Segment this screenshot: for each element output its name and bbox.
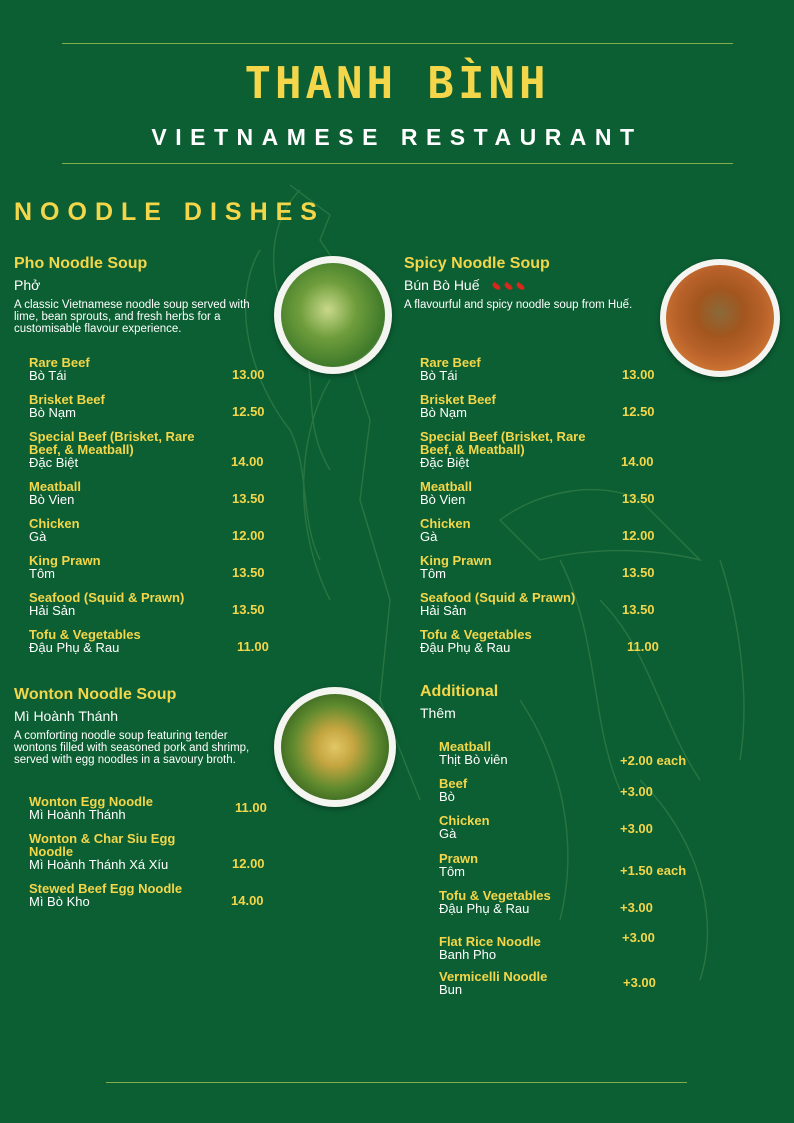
spicy-item-name: Tofu & Vegetables [420,627,532,642]
additional-title: Additional [420,683,499,700]
pho-item-price: 12.00 [232,528,265,543]
spicy-item-price: 13.00 [622,367,655,382]
pho-item-price: 12.50 [232,404,265,419]
spicy-title: Spicy Noodle Soup [404,255,550,272]
additional-item-price: +3.00 [620,900,653,915]
wonton-viet: Mì Hoành Thánh [14,708,119,724]
additional-item-name: Beef [439,776,468,791]
spicy-item-viet: Gà [420,529,438,544]
spicy-item-name: Seafood (Squid & Prawn) [420,590,576,605]
pho-item-viet: Bò Nạm [29,405,76,420]
spicy-item-viet: Bò Nạm [420,405,467,420]
restaurant-name: THANH BÌNH [244,58,550,109]
spicy-item-viet: Tôm [420,566,446,581]
header-rule [62,163,733,164]
pho-item-name: Rare Beef [29,355,90,370]
spicy-description: A flavourful and spicy noodle soup from Huế. [404,299,633,311]
spicy-item-viet: Bò Vien [420,492,466,507]
spicy-item-name: Chicken [420,516,471,531]
pho-item-price: 13.50 [232,565,265,580]
pho-item-price: 13.00 [232,367,265,382]
additional-item-name: Prawn [439,851,479,866]
additional-item-viet: Banh Pho [439,947,497,962]
pho-item-name: Brisket Beef [29,392,105,407]
spicy-item-viet: Hải Sản [420,603,467,618]
additional-item-price: +3.00 [620,821,653,836]
additional-item-viet: Tôm [439,864,465,879]
additional-item-viet: Bò [439,789,455,804]
pho-item-viet: Tôm [29,566,55,581]
spicy-bowl-image [660,259,780,377]
additional-item-name: Meatball [439,739,492,754]
section-title: NOODLE DISHES [14,198,325,226]
spicy-item-viet: Đặc Biệt [420,455,470,470]
additional-item-price: +3.00 [622,930,655,945]
spicy-item-name: Brisket Beef [420,392,496,407]
spicy-item-price: 12.50 [622,404,655,419]
spicy-item-price: 11.00 [627,639,659,654]
top-rule [62,43,733,44]
spicy-item-price: 13.50 [622,491,655,506]
pho-item-viet: Bò Tái [29,368,67,383]
spicy-item-price: 13.50 [622,602,655,617]
additional-item-name: Tofu & Vegetables [439,888,551,903]
spicy-item-name: King Prawn [420,553,492,568]
spicy-item-viet: Bò Tái [420,368,458,383]
additional-item-price: +2.00 each [620,753,687,768]
spicy-item-name: Meatball [420,479,473,494]
chili-icon [489,277,525,293]
spicy-item-name: Special Beef (Brisket, Rare Beef, & Meatball) [420,429,586,457]
additional-item-viet: Đậu Phụ & Rau [439,901,530,916]
pho-item-viet: Bò Vien [29,492,75,507]
additional-item-price: +3.00 [623,975,656,990]
spicy-item-name: Rare Beef [420,355,481,370]
pho-item-price: 13.50 [232,602,265,617]
bottom-rule [106,1082,687,1083]
additional-item-price: +3.00 [620,784,653,799]
pho-title: Pho Noodle Soup [14,255,148,272]
additional-item-name: Flat Rice Noodle [439,934,541,949]
additional-item-price: +1.50 each [620,863,687,878]
additional-item-name: Chicken [439,813,490,828]
wonton-item-name: Wonton & Char Siu Egg Noodle [29,831,176,859]
pho-viet: Phở [14,277,41,293]
wonton-description: A comforting noodle soup featuring tender wontons filled with seasoned pork and shrimp, served with egg noodles in a savoury broth. [14,730,250,766]
pho-description: A classic Vietnamese noodle soup served with lime, bean sprouts, and fresh herbs for a customisable flavour experience. [14,299,250,335]
spicy-item-price: 13.50 [622,565,655,580]
pho-item-name: Chicken [29,516,80,531]
wonton-item-price: 14.00 [231,893,264,908]
additional-item-viet: Gà [439,826,457,841]
pho-item-name: Tofu & Vegetables [29,627,141,642]
wonton-item-name: Wonton Egg Noodle [29,794,153,809]
additional-viet: Thêm [420,705,456,721]
pho-item-price: 11.00 [237,639,269,654]
spicy-viet-text: Bún Bò Huế [404,277,480,293]
wonton-item-viet: Mì Hoành Thánh Xá Xíu [29,857,169,872]
pho-item-price: 14.00 [231,454,264,469]
pho-item-viet: Đặc Biệt [29,455,79,470]
wonton-item-price: 11.00 [235,800,267,815]
additional-item-viet: Thịt Bò viên [439,752,508,767]
wonton-bowl-image [274,687,396,807]
pho-item-name: King Prawn [29,553,101,568]
pho-bowl-image [274,256,392,374]
spicy-viet [404,277,525,293]
spicy-item-viet: Đậu Phụ & Rau [420,640,511,655]
spicy-item-price: 12.00 [622,528,655,543]
additional-item-viet: Bun [439,982,463,997]
wonton-item-name: Stewed Beef Egg Noodle [29,881,183,896]
wonton-item-price: 12.00 [232,856,265,871]
pho-item-price: 13.50 [232,491,265,506]
spicy-item-price: 14.00 [621,454,654,469]
wonton-item-viet: Mì Hoành Thánh [29,807,126,822]
pho-item-viet: Hải Sản [29,603,76,618]
pho-item-name: Meatball [29,479,82,494]
pho-item-viet: Gà [29,529,47,544]
restaurant-subtitle: VIETNAMESE RESTAURANT [151,124,643,150]
wonton-item-viet: Mì Bò Kho [29,894,90,909]
pho-item-name: Special Beef (Brisket, Rare Beef, & Meatball) [29,429,195,457]
additional-item-name: Vermicelli Noodle [439,969,548,984]
pho-item-name: Seafood (Squid & Prawn) [29,590,185,605]
wonton-title: Wonton Noodle Soup [14,686,177,703]
pho-item-viet: Đậu Phụ & Rau [29,640,120,655]
